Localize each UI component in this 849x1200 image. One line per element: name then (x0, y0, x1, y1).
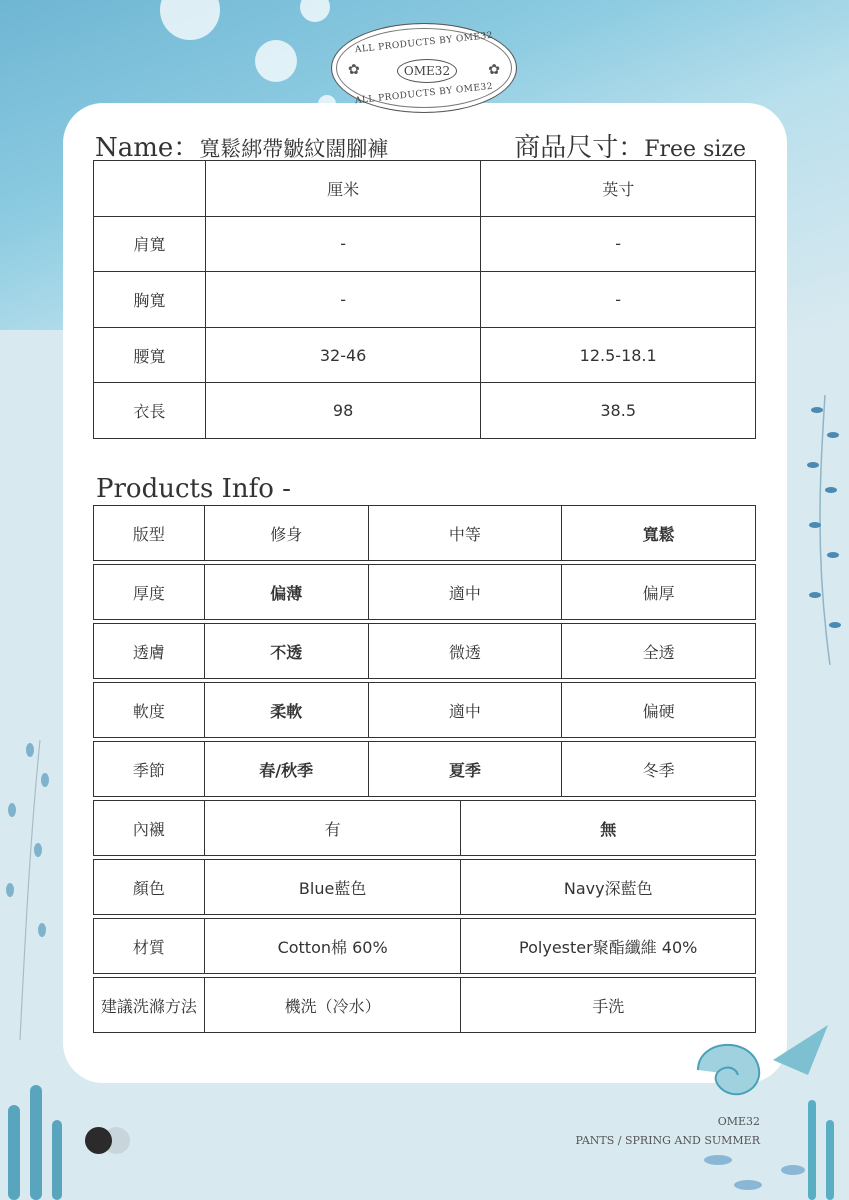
info-option: 適中 (368, 683, 562, 738)
shell-decoration (688, 1020, 849, 1200)
info-row-table (93, 800, 756, 856)
table-row (94, 272, 756, 328)
inch-value: 38.5 (481, 383, 756, 439)
size-value: Free size (644, 137, 746, 162)
plant-decoration-left (0, 720, 64, 1040)
row-label: 肩寬 (94, 216, 206, 272)
info-row-table (93, 918, 756, 974)
info-row-label: 建議洗滌方法 (94, 978, 205, 1033)
info-row-label: 材質 (94, 919, 205, 974)
info-row-sheerness (93, 623, 756, 679)
page-dot-active (85, 1127, 112, 1154)
info-option-selected: 夏季 (368, 742, 562, 797)
info-row-color (93, 859, 756, 915)
brand-badge (331, 23, 517, 113)
cm-value: - (205, 216, 481, 272)
info-option: Blue藍色 (204, 860, 461, 915)
info-option: 偏硬 (562, 683, 756, 738)
info-option: 微透 (368, 624, 562, 679)
inch-value: 12.5-18.1 (481, 327, 756, 383)
info-option: Polyester聚酯纖維 40% (461, 919, 756, 974)
info-row-label: 厚度 (94, 565, 205, 620)
info-row-table (93, 623, 756, 679)
info-option: 冬季 (562, 742, 756, 797)
info-row-washing (93, 977, 756, 1033)
info-row-label: 內襯 (94, 801, 205, 856)
cm-value: - (205, 272, 481, 328)
info-row-label: 軟度 (94, 683, 205, 738)
info-row-table (93, 859, 756, 915)
inch-value: - (481, 216, 756, 272)
inch-value: - (481, 272, 756, 328)
product-size-line (514, 127, 746, 164)
row-label: 腰寬 (94, 327, 206, 383)
info-option-selected: 春/秋季 (204, 742, 368, 797)
info-row-table (93, 682, 756, 738)
info-option: Navy深藍色 (461, 860, 756, 915)
name-label: Name： (95, 133, 200, 163)
info-row-table (93, 977, 756, 1033)
info-option: 手洗 (461, 978, 756, 1033)
info-option-selected: 不透 (204, 624, 368, 679)
plant-decoration-right (785, 395, 849, 665)
info-row-table (93, 741, 756, 797)
badge-ring-text-bottom: ALL PRODUCTS BY OME32 (354, 81, 494, 107)
info-option-selected: 無 (461, 801, 756, 856)
info-option: 有 (204, 801, 461, 856)
size-table-header-row (94, 161, 756, 217)
info-row-season (93, 741, 756, 797)
info-row-table (93, 505, 756, 561)
info-option: 機洗（冷水） (204, 978, 461, 1033)
table-row (94, 216, 756, 272)
flower-icon: ✿ (488, 62, 500, 78)
row-label: 衣長 (94, 383, 206, 439)
info-option-selected: 偏薄 (204, 565, 368, 620)
info-row-fit (93, 505, 756, 561)
info-row-lining (93, 800, 756, 856)
footer-brand: OME32 (717, 1115, 760, 1128)
info-row-label: 顏色 (94, 860, 205, 915)
info-option: 中等 (368, 506, 562, 561)
product-name-line (95, 127, 388, 164)
bubble-decoration (255, 40, 297, 82)
info-row-label: 季節 (94, 742, 205, 797)
table-row (94, 383, 756, 439)
cm-value: 98 (205, 383, 481, 439)
info-row-label: 透膚 (94, 624, 205, 679)
info-option: 偏厚 (562, 565, 756, 620)
badge-ring-text-top: ALL PRODUCTS BY OME32 (354, 30, 494, 56)
flower-icon: ✿ (348, 62, 360, 78)
info-option-selected: 寬鬆 (562, 506, 756, 561)
info-option: 適中 (368, 565, 562, 620)
info-row-table (93, 564, 756, 620)
size-label: 商品尺寸： (514, 133, 645, 163)
info-row-material (93, 918, 756, 974)
badge-logo: OME32 (397, 59, 457, 83)
coral-decoration-left (0, 1075, 80, 1200)
footer-subtitle: PANTS / SPRING AND SUMMER (575, 1134, 760, 1147)
row-label: 胸寬 (94, 272, 206, 328)
table-row (94, 327, 756, 383)
info-row-label: 版型 (94, 506, 205, 561)
header-cell: 厘米 (205, 161, 481, 217)
header-cell: 英寸 (481, 161, 756, 217)
info-option: Cotton棉 60% (204, 919, 461, 974)
info-option: 全透 (562, 624, 756, 679)
info-row-softness (93, 682, 756, 738)
name-value: 寬鬆綁帶皺紋闊腳褲 (199, 137, 389, 161)
header-cell (94, 161, 206, 217)
cm-value: 32-46 (205, 327, 481, 383)
info-option: 修身 (204, 506, 368, 561)
products-info-title: Products Info - (96, 474, 291, 504)
info-row-thickness (93, 564, 756, 620)
size-table (93, 160, 756, 439)
info-option-selected: 柔軟 (204, 683, 368, 738)
